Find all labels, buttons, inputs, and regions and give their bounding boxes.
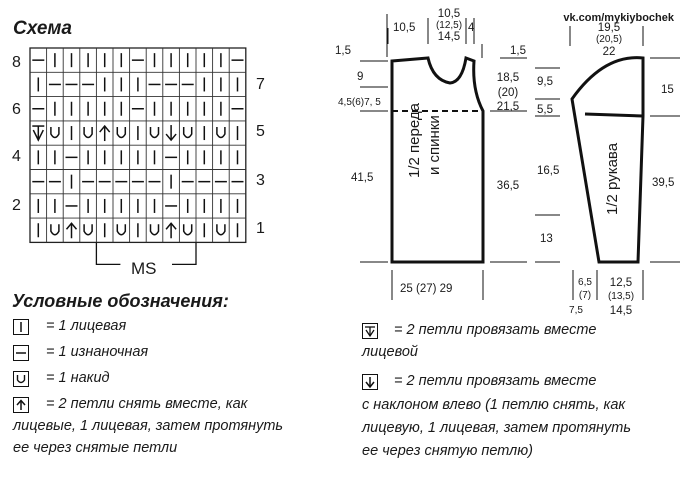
- slip-pass-icon: [13, 397, 29, 413]
- legend-k2tog-right-1: = 2 петли провязать вместе: [394, 322, 597, 338]
- scheme-title: Схема: [13, 18, 73, 39]
- legend-yarn-over: = 1 накид: [46, 370, 110, 386]
- row-number-3: 3: [256, 172, 265, 189]
- legend-slip-pass-3: ее через снятые петли: [13, 440, 178, 456]
- body-label-1: 1/2 переда: [406, 103, 423, 178]
- dim-left-neck: 4,5(6)7, 5: [338, 97, 381, 108]
- legend-slip-pass-2: лицевые, 1 лицевая, затем протянуть: [13, 418, 284, 434]
- legend-slip-pass-1: = 2 петли снять вместе, как: [46, 396, 248, 412]
- legend-k2tog-left-4: ее через снятую петлю): [362, 443, 533, 459]
- dim-sleeve-width-1: 12,5: [609, 277, 633, 289]
- row-number-4: 4: [12, 148, 21, 165]
- dim-sleeve-top-1: 19,5: [597, 22, 621, 34]
- stitch-chart-grid: [30, 48, 246, 242]
- k2tog-right-icon: [362, 323, 378, 339]
- dim-sleeve-width-3: 14,5: [609, 305, 633, 317]
- dim-left-41-5: 41,5: [351, 172, 374, 184]
- dim-left-9: 9: [357, 71, 364, 83]
- dim-sleeve-cuff-3: 7,5: [569, 305, 583, 316]
- dim-armhole-2: (20): [497, 87, 519, 99]
- dim-armhole-1: 18,5: [496, 72, 520, 84]
- dim-sleeve-top-2: (20,5): [595, 34, 623, 45]
- dim-neck-2: (12,5): [435, 20, 463, 31]
- dim-armhole-3: 21,5: [496, 101, 520, 113]
- k2tog-left-icon: [362, 374, 378, 390]
- dim-right-1-5: 1,5: [510, 45, 526, 57]
- repeat-label: MS: [131, 259, 157, 278]
- dim-sleeve-5-5: 5,5: [537, 104, 553, 116]
- body-pattern-drawing: [360, 14, 527, 300]
- legend-k2tog-right-2: лицевой: [362, 344, 418, 360]
- dim-sleeve-cuff-1: 6,5: [578, 277, 592, 288]
- legend-k2tog-left-2: с наклоном влево (1 петлю снять, как: [362, 397, 626, 413]
- legend-knit: = 1 лицевая: [46, 318, 127, 334]
- purl-icon: [13, 345, 29, 361]
- row-number-8: 8: [12, 54, 21, 71]
- dim-sleeve-39-5: 39,5: [652, 177, 675, 189]
- row-number-7: 7: [256, 76, 265, 93]
- dim-neck-1: 10,5: [437, 8, 461, 20]
- row-number-2: 2: [12, 197, 21, 214]
- dim-sleeve-15: 15: [661, 84, 674, 96]
- dim-sleeve-top-3: 22: [602, 46, 616, 58]
- dim-right-36-5: 36,5: [496, 180, 520, 192]
- row-number-1: 1: [256, 220, 265, 237]
- yarn-over-icon: [13, 371, 29, 387]
- dim-neck-edge: 4: [468, 22, 475, 34]
- legend-k2tog-left-1: = 2 петли провязать вместе: [394, 373, 597, 389]
- dim-sleeve-13: 13: [540, 233, 553, 245]
- dim-sleeve-width-2: (13,5): [607, 291, 635, 302]
- dim-sleeve-9-5: 9,5: [537, 76, 553, 88]
- body-label-2: и спинки: [426, 115, 443, 175]
- row-number-6: 6: [12, 101, 21, 118]
- dim-sleeve-16-5: 16,5: [537, 165, 560, 177]
- legend-title: Условные обозначения:: [12, 291, 229, 311]
- legend-purl: = 1 изнаночная: [46, 344, 149, 360]
- dim-body-width: 25 (27) 29: [400, 283, 453, 295]
- sleeve-label: 1/2 рукава: [604, 142, 621, 215]
- row-number-5: 5: [256, 123, 265, 140]
- legend-k2tog-left-3: лицевую, 1 лицевая, затем протянуть: [362, 420, 631, 436]
- dim-left-1-5: 1,5: [335, 45, 351, 57]
- knit-icon: [13, 319, 29, 335]
- dim-neck-3: 14,5: [437, 31, 461, 43]
- dim-sleeve-cuff-2: (7): [578, 290, 592, 301]
- watermark: vk.com/mykiybochek: [563, 12, 674, 24]
- dim-shoulder: 10,5: [393, 22, 416, 34]
